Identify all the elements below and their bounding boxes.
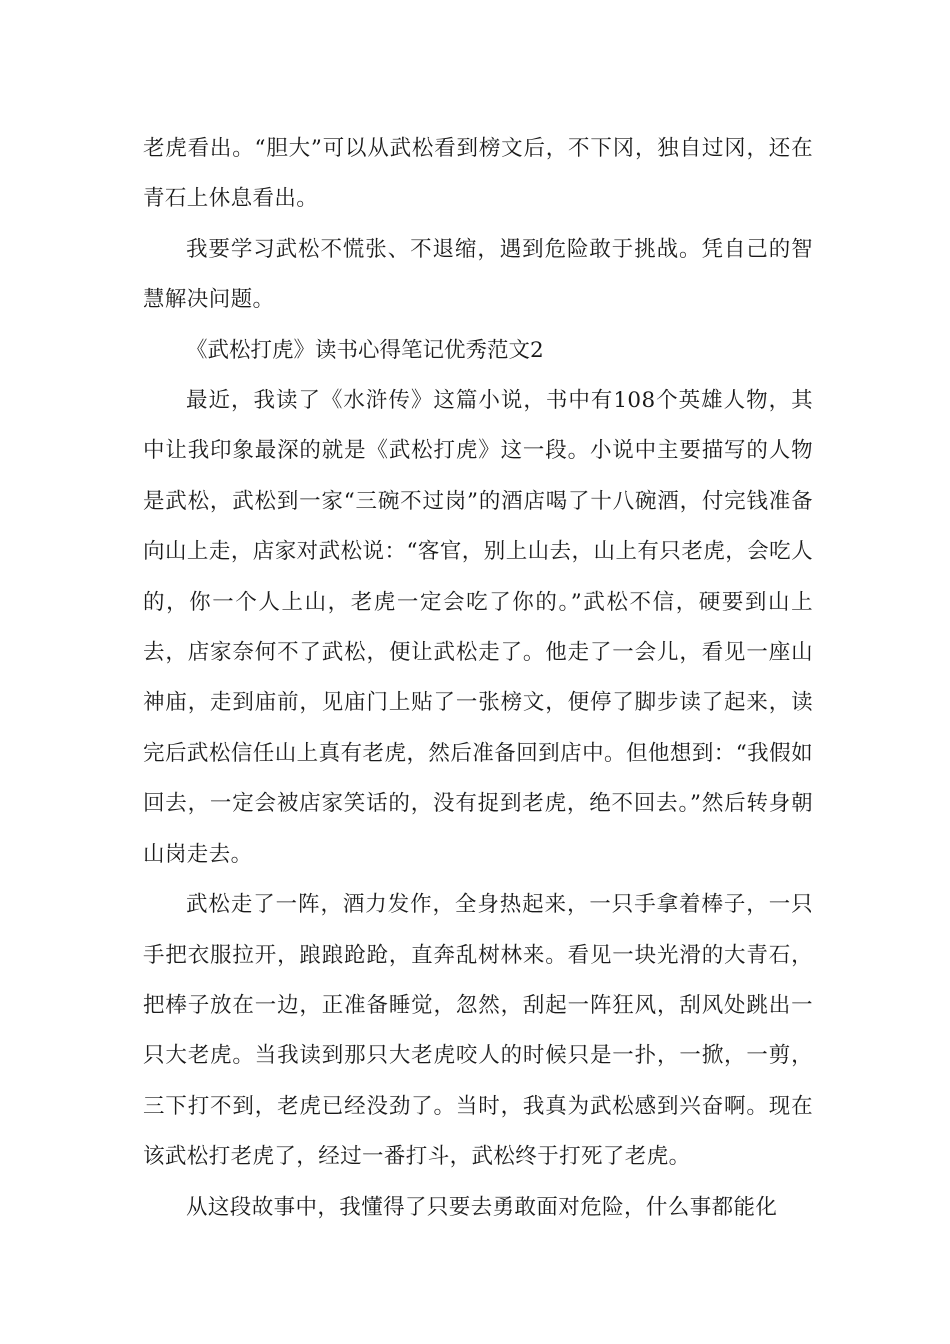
document-body — [143, 124, 813, 1233]
paragraph-reflection: 从这段故事中，我懂得了只要去勇敢面对危险，什么事都能化 — [186, 1194, 778, 1220]
paragraph-story-intro: 最近，我读了《水浒传》这篇小说，书中有108个英雄人物，其中让我印象最深的就是《武松打虎》这一段。小说中主要描写的人物是武松，武松到一家“三碗不过岗”的酒店喝了十八碗酒，付完钱准备向山上走，店家对武松说：“客官，别上山去，山上有只老虎，会吃人的，你一个人上山，老虎一定会吃了你的。”武松不信，硬要到山上去，店家奈何不了武松，便让武松走了。他走了一会儿，看见一座山神庙，走到庙前，见庙门上贴了一张榜文，便停了脚步读了起来，读完后武松信任山上真有老虎，然后准备回到店中。但他想到：“我假如回去，一定会被店家笑话的，没有捉到老虎，绝不回去。”然后转身朝山岗走去。 — [143, 388, 813, 867]
paragraph-continuation: 老虎看出。“胆大”可以从武松看到榜文后，不下冈，独自过冈，还在青石上休息看出。 — [143, 136, 813, 212]
paragraph-story-fight: 武松走了一阵，酒力发作，全身热起来，一只手拿着棒子，一只手把衣服拉开，踉踉跄跄，直奔乱树林来。看见一块光滑的大青石，把棒子放在一边，正准备睡觉，忽然，刮起一阵狂风，刮风处跳出一只大老虎。当我读到那只大老虎咬人的时候只是一扑，一掀，一剪，三下打不到，老虎已经没劲了。当时，我真为武松感到兴奋啊。现在该武松打老虎了，经过一番打斗，武松终于打死了老虎。 — [143, 892, 813, 1170]
section-heading: 《武松打虎》读书心得笔记优秀范文2 — [186, 337, 544, 363]
paragraph-lesson: 我要学习武松不慌张、不退缩，遇到危险敢于挑战。凭自己的智慧解决问题。 — [143, 236, 813, 313]
